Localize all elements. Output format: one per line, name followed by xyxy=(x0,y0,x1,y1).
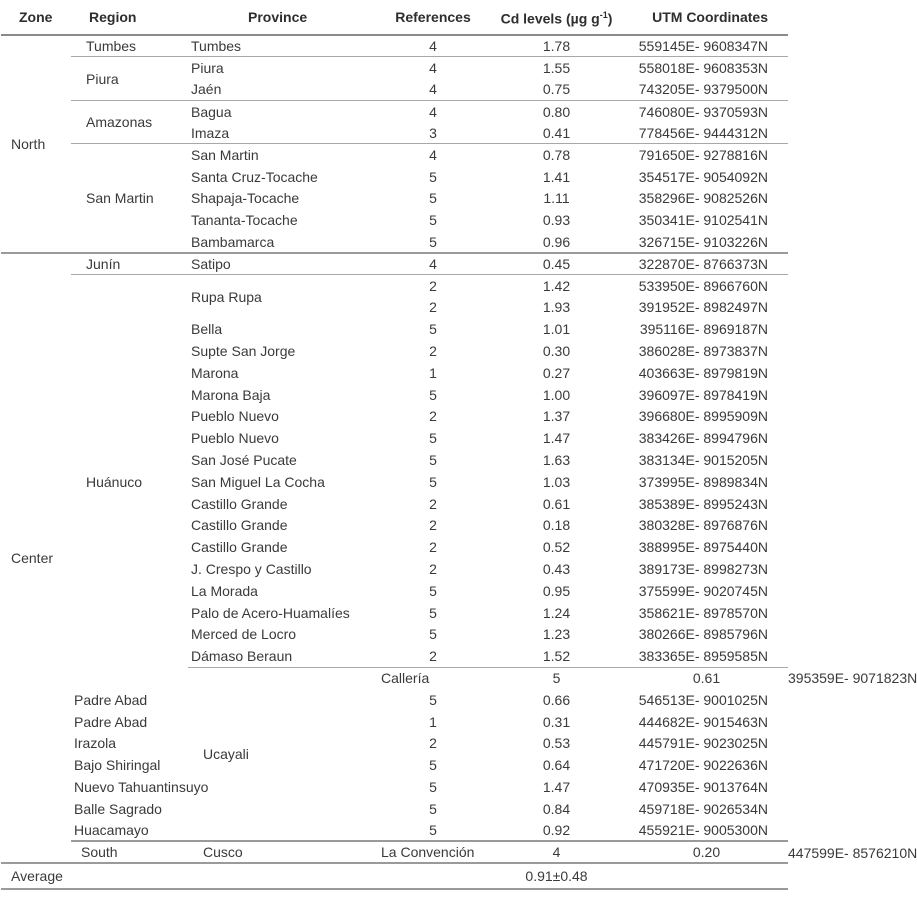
table-row xyxy=(1,57,788,79)
cd-level-cell: 0.53 xyxy=(542,735,571,752)
cd-level-cell: 0.18 xyxy=(542,517,571,534)
cd-level-cell: 0.84 xyxy=(542,800,571,817)
region-cell: Amazonas xyxy=(71,100,188,144)
cd-level-cell: 1.11 xyxy=(543,190,570,207)
cd-level-cell: 1.93 xyxy=(542,299,571,316)
zone-cell: Center xyxy=(1,253,71,864)
cd-level-cell: 1.55 xyxy=(488,57,625,79)
utm-cell: 391952E- 8982497N xyxy=(638,299,768,316)
utm-cell: 746080E- 9370593N xyxy=(625,100,788,122)
province-cell: Callería xyxy=(378,667,488,689)
references-cell: 5 xyxy=(429,190,437,207)
references-cell: 2 xyxy=(429,539,437,556)
utm-cell: 322870E- 8766373N xyxy=(625,253,788,275)
cd-level-cell: 0.95 xyxy=(542,582,571,599)
province-cell: Marona Baja xyxy=(191,386,271,403)
cd-level-cell: 1.24 xyxy=(542,604,571,621)
province-cell: Shapaja-Tocache xyxy=(191,190,300,207)
utm-cell: 383365E- 8959585N xyxy=(638,647,768,664)
table-row: Ucayali Callería 5 0.61 395359E- 9071823N xyxy=(1,667,788,689)
cd-level-cell: 0.61 xyxy=(625,667,788,689)
province-cell: Irazola xyxy=(74,735,117,752)
utm-cell: 791650E- 9278816N xyxy=(625,144,788,166)
utm-cell: 471720E- 9022636N xyxy=(638,757,768,774)
references-cell: 5 xyxy=(429,452,437,469)
references-cell: 5 xyxy=(429,691,437,708)
references-cell: 5 xyxy=(429,430,437,447)
references-cell: 1 xyxy=(429,713,437,730)
province-cell: Tananta-Tocache xyxy=(191,212,298,229)
cd-level-cell: 1.23 xyxy=(542,626,571,643)
references-cell: 2 xyxy=(429,735,437,752)
references-cell: 4 xyxy=(429,81,437,98)
region-cell: Junín xyxy=(71,253,188,275)
utm-cell: 326715E- 9103226N xyxy=(638,233,768,250)
utm-cell: 383426E- 8994796N xyxy=(638,430,768,447)
table-row xyxy=(1,144,788,166)
average-value: 0.91±0.48 xyxy=(488,863,625,889)
region-cell: Tumbes xyxy=(71,35,188,57)
province-cell: Pueblo Nuevo xyxy=(191,408,279,425)
cd-level-cell: 1.47 xyxy=(542,430,571,447)
table-row xyxy=(1,100,788,122)
province-cell: La Morada xyxy=(191,582,258,599)
utm-cell: 559145E- 9608347N xyxy=(625,35,788,57)
province-cell: Imaza xyxy=(191,124,230,141)
references-cell: 5 xyxy=(429,822,437,839)
utm-cell: 445791E- 9023025N xyxy=(638,735,768,752)
table-row xyxy=(1,776,788,798)
cd-level-cell: 1.63 xyxy=(542,452,571,469)
utm-cell: 558018E- 9608353N xyxy=(625,57,788,79)
utm-cell: 358621E- 8978570N xyxy=(638,604,768,621)
cd-level-cell: 0.31 xyxy=(542,713,571,730)
utm-cell: 533950E- 8966760N xyxy=(625,275,788,297)
cd-level-cell: 1.00 xyxy=(542,386,571,403)
utm-cell: 403663E- 8979819N xyxy=(638,364,768,381)
references-cell: 5 xyxy=(429,582,437,599)
references-cell: 4 xyxy=(378,144,488,166)
references-cell: 4 xyxy=(378,253,488,275)
region-cell: Ucayali xyxy=(188,667,378,841)
province-cell: Bella xyxy=(191,321,223,338)
region-cell: Piura xyxy=(71,57,188,101)
references-cell: 2 xyxy=(429,408,437,425)
table-row xyxy=(1,689,788,711)
utm-cell: 459718E- 9026534N xyxy=(638,800,768,817)
cd-level-cell: 1.03 xyxy=(542,473,571,490)
province-cell: San Martin xyxy=(188,144,378,166)
region-cell: Cusco xyxy=(188,841,378,863)
table-row xyxy=(1,253,788,275)
references-cell: 5 xyxy=(429,626,437,643)
zone-cell: North xyxy=(1,35,71,253)
table-row xyxy=(1,711,788,733)
references-cell: 5 xyxy=(429,800,437,817)
province-cell: Supte San Jorge xyxy=(191,343,296,360)
references-cell: 2 xyxy=(378,275,488,297)
utm-cell: 373995E- 8989834N xyxy=(638,473,768,490)
province-cell: Padre Abad xyxy=(74,691,148,708)
references-cell: 5 xyxy=(429,386,437,403)
average-row xyxy=(1,863,788,889)
cd-level-cell: 0.92 xyxy=(542,822,571,839)
references-cell: 2 xyxy=(429,343,437,360)
table-row xyxy=(1,275,788,297)
cd-level-cell: 0.45 xyxy=(488,253,625,275)
province-cell: Castillo Grande xyxy=(191,539,288,556)
province-cell: Palo de Acero-Huamalíes xyxy=(191,604,350,621)
cd-level-cell: 0.66 xyxy=(542,691,571,708)
province-cell: Bagua xyxy=(188,100,378,122)
table-row: South Cusco La Convención 4 0.20 447599E- 8576210N xyxy=(1,841,788,863)
cd-level-cell: 0.61 xyxy=(542,495,571,512)
header-province: Province xyxy=(188,0,378,35)
cd-level-cell: 1.47 xyxy=(542,778,571,795)
header-row xyxy=(1,0,788,35)
cd-level-cell: 0.78 xyxy=(488,144,625,166)
utm-cell: 444682E- 9015463N xyxy=(638,713,768,730)
utm-cell: 455921E- 9005300N xyxy=(638,822,768,839)
references-cell: 2 xyxy=(429,299,437,316)
utm-cell: 546513E- 9001025N xyxy=(638,691,768,708)
region-cell: San Martin xyxy=(71,144,188,253)
cd-level-cell: 1.41 xyxy=(542,168,571,185)
utm-cell: 350341E- 9102541N xyxy=(638,212,768,229)
utm-cell: 396097E- 8978419N xyxy=(638,386,768,403)
province-cell: Padre Abad xyxy=(74,713,148,730)
table-row xyxy=(1,35,788,57)
province-cell: La Convención xyxy=(378,841,488,863)
utm-cell: 380266E- 8985796N xyxy=(638,626,768,643)
cd-level-cell: 0.75 xyxy=(542,81,571,98)
table-row xyxy=(1,754,788,776)
cd-level-cell: 1.01 xyxy=(542,321,571,338)
header-zone: Zone xyxy=(1,0,71,35)
cd-levels-table xyxy=(1,0,917,890)
utm-cell: 470935E- 9013764N xyxy=(638,778,768,795)
utm-cell: 380328E- 8976876N xyxy=(638,517,768,534)
references-cell: 4 xyxy=(378,57,488,79)
province-cell: Balle Sagrado xyxy=(74,800,162,817)
table-row xyxy=(1,733,788,755)
utm-cell: 354517E- 9054092N xyxy=(638,168,768,185)
references-cell: 4 xyxy=(378,35,488,57)
utm-cell: 358296E- 9082526N xyxy=(638,190,768,207)
province-cell: Piura xyxy=(188,57,378,79)
province-cell: San José Pucate xyxy=(191,452,297,469)
cd-level-cell: 0.93 xyxy=(542,212,571,229)
province-cell: Nuevo Tahuantinsuyo xyxy=(74,778,209,795)
references-cell: 5 xyxy=(429,757,437,774)
utm-cell: 743205E- 9379500N xyxy=(638,81,768,98)
references-cell: 5 xyxy=(488,667,625,689)
region-cell: Huánuco xyxy=(71,275,188,689)
average-label: Average xyxy=(1,863,71,889)
province-cell: Bajo Shiringal xyxy=(74,757,161,774)
province-cell: Tumbes xyxy=(188,35,378,57)
utm-cell: 383134E- 9015205N xyxy=(638,452,768,469)
province-cell: Bambamarca xyxy=(191,233,275,250)
utm-cell: 396680E- 8995909N xyxy=(638,408,768,425)
references-cell: 2 xyxy=(429,495,437,512)
province-cell: Satipo xyxy=(188,253,378,275)
province-cell: Merced de Locro xyxy=(191,626,297,643)
references-cell: 4 xyxy=(378,100,488,122)
province-cell: Marona xyxy=(191,364,239,381)
province-cell: J. Crespo y Castillo xyxy=(191,561,312,578)
references-cell: 2 xyxy=(429,517,437,534)
cd-level-cell: 1.42 xyxy=(488,275,625,297)
references-cell: 2 xyxy=(429,561,437,578)
cd-level-cell: 1.37 xyxy=(542,408,571,425)
references-cell: 5 xyxy=(429,233,437,250)
province-cell: Huacamayo xyxy=(74,822,149,839)
province-cell: Jaén xyxy=(191,81,222,98)
header-cd-levels: Cd levels (µg $g^{-1}$) xyxy=(488,0,625,35)
province-cell: Castillo Grande xyxy=(191,495,288,512)
cd-level-cell: 0.43 xyxy=(542,561,571,578)
references-cell: 4 xyxy=(488,841,625,863)
cd-level-cell: 0.52 xyxy=(542,539,571,556)
utm-cell: 778456E- 9444312N xyxy=(638,124,768,141)
utm-cell: 389173E- 8998273N xyxy=(638,561,768,578)
references-cell: 5 xyxy=(429,604,437,621)
cd-level-cell: 0.96 xyxy=(542,233,571,250)
references-cell: 5 xyxy=(429,212,437,229)
references-cell: 2 xyxy=(429,647,437,664)
province-cell: Rupa Rupa xyxy=(188,275,378,319)
utm-cell: 388995E- 8975440N xyxy=(638,539,768,556)
cd-level-cell: 0.27 xyxy=(542,364,571,381)
header-region: Region xyxy=(71,0,188,35)
cd-level-cell: 0.30 xyxy=(542,343,571,360)
province-cell: Castillo Grande xyxy=(191,517,288,534)
table-row xyxy=(1,820,788,842)
province-cell: Santa Cruz-Tocache xyxy=(191,168,318,185)
province-cell: Pueblo Nuevo xyxy=(191,430,279,447)
zone-cell: South xyxy=(71,841,188,863)
cd-level-cell: 0.20 xyxy=(625,841,788,863)
province-cell: Dámaso Beraun xyxy=(191,647,293,664)
cd-level-cell: 0.64 xyxy=(542,757,571,774)
utm-cell: 385389E- 8995243N xyxy=(638,495,768,512)
header-utm: UTM Coordinates xyxy=(625,0,788,35)
references-cell: 5 xyxy=(429,473,437,490)
references-cell: 5 xyxy=(429,168,437,185)
table-row xyxy=(1,798,788,820)
utm-cell: 395116E- 8969187N xyxy=(639,321,768,338)
header-references: References xyxy=(378,0,488,35)
references-cell: 5 xyxy=(429,778,437,795)
table-body xyxy=(1,35,917,863)
references-cell: 1 xyxy=(429,364,437,381)
cd-level-cell: 1.78 xyxy=(488,35,625,57)
references-cell: 3 xyxy=(429,124,437,141)
utm-cell: 386028E- 8973837N xyxy=(638,343,768,360)
utm-cell: 375599E- 9020745N xyxy=(638,582,768,599)
cd-level-cell: 1.52 xyxy=(542,647,571,664)
province-cell: San Miguel La Cocha xyxy=(191,473,325,490)
cd-level-cell: 0.41 xyxy=(542,124,571,141)
references-cell: 5 xyxy=(429,321,437,338)
cd-level-cell: 0.80 xyxy=(488,100,625,122)
